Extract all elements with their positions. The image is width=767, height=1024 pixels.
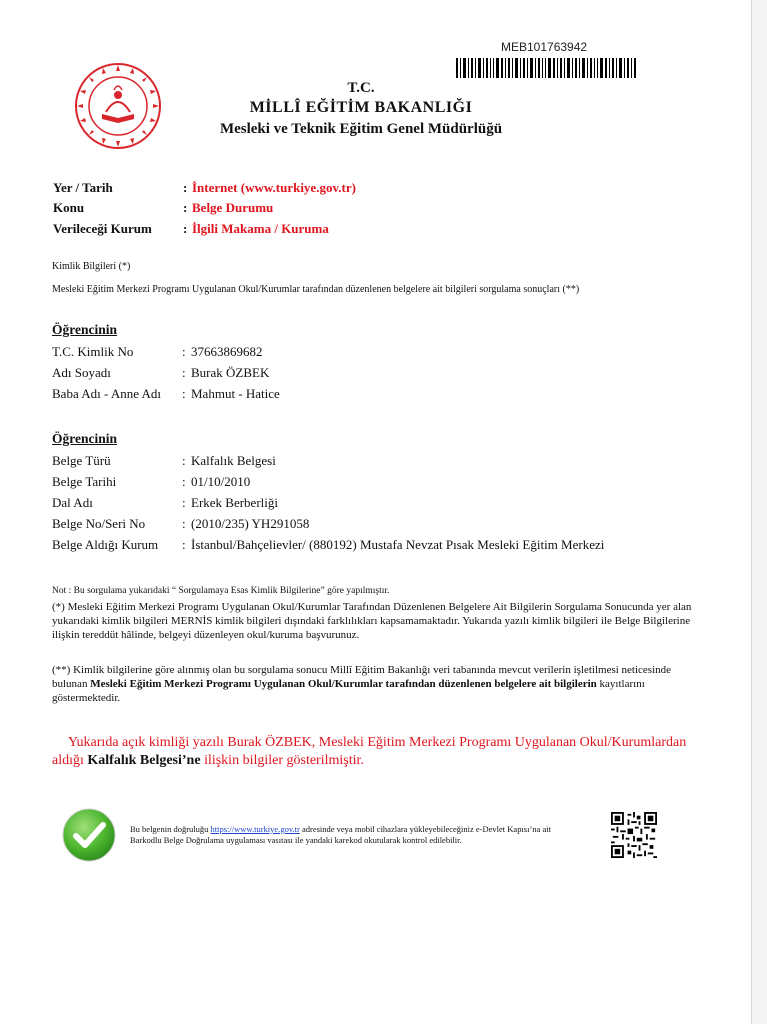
identity-info-label: Kimlik Bilgileri (*) — [52, 261, 131, 272]
meta-value: Belge Durumu — [192, 200, 274, 215]
header-tc: T.C. — [347, 80, 375, 96]
meta-label: Yer / Tarih — [53, 180, 113, 195]
verified-check-icon — [62, 808, 116, 862]
note-basis: Not : Bu sorgulama yukarıdaki “ Sorgulamaya Esas Kimlik Bilgilerine” göre yapılmıştır. — [52, 586, 390, 596]
header-ministry: MİLLÎ EĞİTİM BAKANLIĞI — [249, 99, 473, 116]
header-directorate: Mesleki ve Teknik Eğitim Genel Müdürlüğü — [219, 121, 503, 137]
meta-value: İnternet (www.turkiye.gov.tr) — [192, 180, 356, 195]
meta-label: Konu — [53, 200, 85, 215]
note-star2: (**) Kimlik bilgilerine göre alınmış olan bu sorgulama sonucu Millî Eğitim Bakanlığı veri tabanında mevcut verilerin işletilmesi neticesinde bulunan Mesleki Eğitim Merkezi Programı Uygulanan Okul/Kurumlar tarafından düzenlenen belgelere ait bilgilerin kayıtlarını göstermektedir. — [52, 664, 672, 704]
note-star1: (*) Mesleki Eğitim Merkezi Programı Uygulanan Okul/Kurumlar Tarafından Düzenlenen Belgelere Ait Bilgilerin Sorgulama Sonucunda yer alan yukarıdaki kimlik bilgileri MERNİS kimlik bilgileri dışındaki farklılıkları kapsamamaktadır. Yukarıda yazılı kimlik bilgileri ile Belge Bilgilerine ilişkin tereddüt hâlinde, belgeyi düzenleyen okul/kuruma başvurunuz. — [52, 601, 692, 641]
result-statement: Yukarıda açık kimliği yazılı Burak ÖZBEK, Mesleki Eğitim Merkezi Programı Uygulanan Okul/Kurumlardan aldığı Kalfalık Belgesi’ne ilişkin bilgiler gösterilmiştir. — [52, 735, 687, 768]
query-description: Mesleki Eğitim Merkezi Programı Uygulanan Okul/Kurumlar tarafından düzenlenen belgelere ait bilgileri sorgulama sonuçları (**) — [52, 284, 580, 295]
verification-text: Bu belgenin doğruluğu https://www.turkiye.gov.tr adresinde veya mobil cihazlara yükleyebileceğiniz e-Devlet Kapısı’na ait Barkodlu Belge Doğrulama uygulaması vasıtası ile yandaki karekod okutularak kontrol edilebilir. — [130, 824, 551, 845]
page-gutter — [752, 0, 767, 1024]
meta-label: Verileceği Kurum — [53, 221, 152, 236]
barcode — [456, 58, 636, 78]
document-page: MEB101763942 T.C. MİLLÎ EĞİTİM BAKANLIĞI Mesleki ve Teknik Eğitim Genel Müdürlüğü Yer / Tarih : İnternet (www.turkiye.gov.tr) Konu : Belge Durumu Verileceği Kurum : İlgili Makama / Kuruma Kimlik Bilgileri (*) Mesleki Eğitim Merkezi Programı Uygulanan Okul/Kurumlar tarafından düzenlenen belgelere ait bilgileri sorgulama sonuçları (**) Öğrencinin T.C. Kimlik No : 37663869682 Adı Soyadı : Burak ÖZBEK Baba Adı - Anne Adı : Mahmut - Hatice Öğrencinin Belge Türü : Kalfalık Belgesi Belge Tarihi : 01/10/2010 Dal Adı : Erkek Berberliği Belge No/Seri No : (2010/235) YH291058 Belge Aldığı Kurum : İstanbul/Bahçelievler/ (880192) Mustafa Nevzat Pısak Mesleki Eğitim Merkezi Not : Bu sorgulama yukarıdaki “ Sorgulamaya Esas Kimlik Bilgilerine” göre yapılmıştır. (*) Mesleki Eğitim Merkezi Programı Uygulanan Okul/Kurumlar Tarafından Düzenlenen Belgelere Ait Bilgilerin Sorgulama Sonucunda yer alan yukarıdaki kimlik bilgileri MERNİS kimlik bilgileri dışındaki farklılıkları kapsamamaktadır. Yukarıda yazılı kimlik bilgileri ile Belge Bilgilerine ilişkin tereddüt hâlinde, belgeyi düzenleyen okul/kuruma başvurunuz. (**) Kimlik bilgilerine göre alınmış olan bu sorgulama sonucu Millî Eğitim Bakanlığı veri tabanında mevcut verilerin işletilmesi neticesinde bulunan Mesleki Eğitim Merkezi Programı Uygulanan Okul/Kurumlar tarafından düzenlenen belgelere ait bilgilerin kayıtlarını göstermektedir. Yukarıda açık kimliği yazılı Burak ÖZBEK, Mesleki Eğitim Merkezi Programı Uygulanan Okul/Kurumlardan aldığı Kalfalık Belgesi’ne ilişkin bilgiler gösterilmiştir. Bu belgenin doğruluğu https://www.turkiye.gov.tr adresinde veya mobil cihazlara yükleyebileceğiniz e-Devlet Kapısı’na ait Barkodlu Belge Doğrulama uygulaması vasıtası ile yandaki karekod okutularak kontrol edilebilir. — [0, 0, 752, 1024]
certificate-section-title: Öğrencinin — [52, 431, 118, 446]
meta-value: İlgili Makama / Kuruma — [192, 221, 329, 236]
student-section-title: Öğrencinin — [52, 322, 118, 337]
document-number: MEB101763942 — [501, 40, 588, 54]
turkiye-gov-link[interactable]: https://www.turkiye.gov.tr — [210, 824, 300, 834]
qr-code — [611, 812, 657, 858]
